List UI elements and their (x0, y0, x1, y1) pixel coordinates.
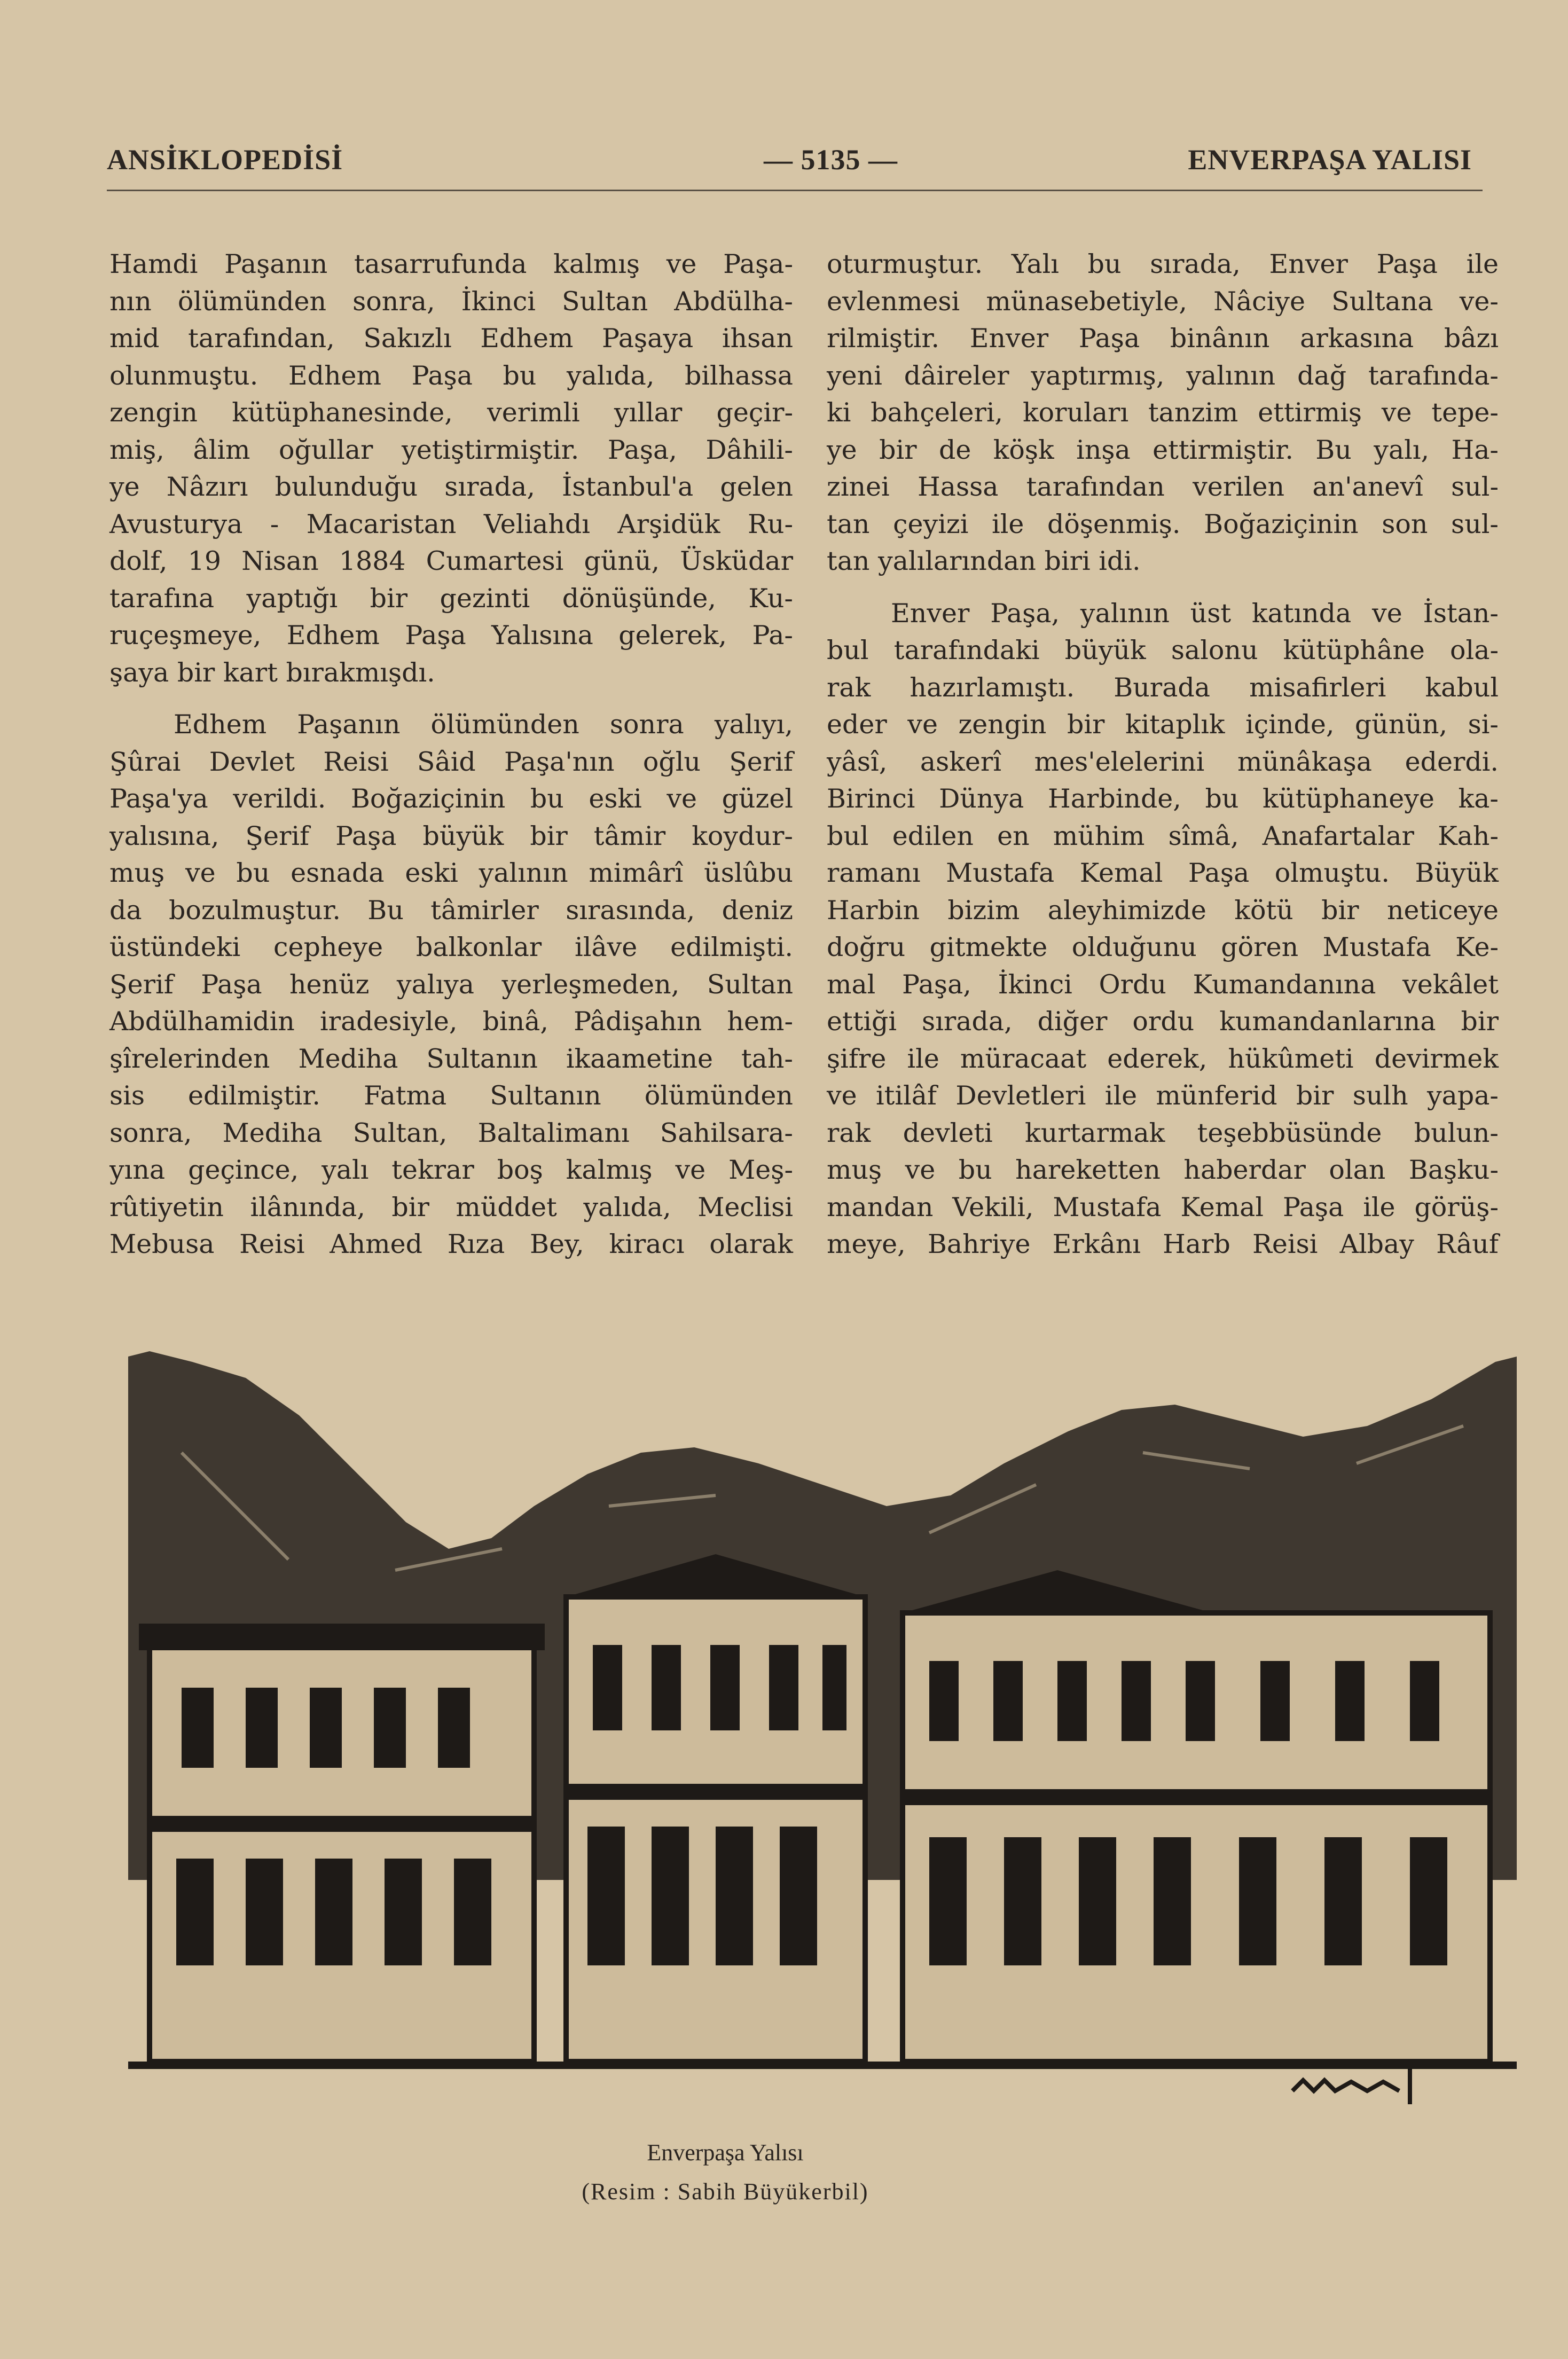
text-line: ki bahçeleri, koruları tanzim ettirmiş ve tepe- (827, 397, 1499, 428)
text-line: üstündeki cepheye balkonlar ilâve edilmişti. (109, 932, 793, 962)
text-line: nın ölümünden sonra, İkinci Sultan Abdülha- (109, 286, 793, 317)
text-line: Şûrai Devlet Reisi Sâid Paşa'nın oğlu Şerif (109, 746, 793, 777)
paragraph-gap (109, 691, 793, 706)
text-line: ye Nâzırı bulunduğu sırada, İstanbul'a gelen (109, 472, 793, 502)
text-line: Avusturya - Macaristan Veliahdı Arşidük Ru- (109, 508, 793, 539)
building-left (139, 1624, 545, 2062)
text-line: mid tarafından, Sakızlı Edhem Paşaya ihsan (109, 323, 793, 354)
text-line: Birinci Dünya Harbinde, bu kütüphaneye ka- (827, 783, 1499, 814)
text-line: mal Paşa, İkinci Ordu Kumandanına vekâlet (827, 969, 1499, 1000)
building-right (903, 1570, 1490, 2062)
text-line: ramanı Mustafa Kemal Paşa olmuştu. Büyük (827, 858, 1499, 888)
page-number: — 5135 — (764, 144, 898, 176)
text-line: mandan Vekili, Mustafa Kemal Paşa ile görüş- (827, 1192, 1499, 1222)
text-line: şaya bir kart bırakmışdı. (109, 657, 435, 688)
text-line: tan yalılarından biri idi. (827, 546, 1141, 576)
illustration-caption-credit: (Resim : Sabih Büyükerbil) (582, 2178, 869, 2205)
quay-line (128, 2062, 1517, 2069)
building-center (566, 1554, 865, 2062)
text-line: rak devleti kurtarmak teşebbüsünde bulun- (827, 1117, 1499, 1148)
text-line: Hamdi Paşanın tasarrufunda kalmış ve Paşa- (109, 249, 793, 279)
text-line: bul edilen en mühim sîmâ, Anafartalar Kah- (827, 820, 1499, 851)
paragraph-gap (827, 580, 1499, 595)
text-line: ettiği sırada, diğer ordu kumandanlarına bir (827, 1006, 1499, 1037)
text-line: zinei Hassa tarafından verilen an'anevî sul- (827, 472, 1499, 502)
yali-illustration (128, 1346, 1517, 2115)
text-line: rûtiyetin ilânında, bir müddet yalıda, Meclisi (109, 1192, 793, 1222)
text-line: eder ve zengin bir kitaplık içinde, günün, si- (827, 709, 1499, 740)
text-line: zengin kütüphanesinde, verimli yıllar geçir- (109, 397, 793, 428)
text-line: tarafına yaptığı bir gezinti dönüşünde, Ku- (109, 583, 793, 614)
right-text-column (827, 246, 1499, 1263)
text-line: tan çeyizi ile döşenmiş. Boğaziçinin son sul- (827, 508, 1499, 539)
text-line: Edhem Paşanın ölümünden sonra yalıyı, (174, 709, 793, 740)
text-line: sis edilmiştir. Fatma Sultanın ölümünden (109, 1080, 793, 1111)
text-line: doğru gitmekte olduğunu gören Mustafa Ke- (827, 932, 1499, 962)
text-line: rilmiştir. Enver Paşa binânın arkasına bâzı (827, 323, 1499, 354)
text-line: yına geçince, yalı tekrar boş kalmış ve Meş- (109, 1155, 793, 1185)
text-line: sonra, Mediha Sultan, Baltalimanı Sahilsara- (109, 1117, 793, 1148)
text-line: rak hazırlamıştı. Burada misafirleri kabul (827, 672, 1499, 703)
text-line: Harbin bizim aleyhimizde kötü bir neticeye (827, 895, 1499, 926)
text-line: şîrelerinden Mediha Sultanın ikaametine tah- (109, 1043, 793, 1074)
text-line: muş ve bu hareketten haberdar olan Başku- (827, 1155, 1499, 1185)
text-line: miş, âlim oğullar yetiştirmiştir. Paşa, Dâhili- (109, 434, 793, 465)
text-line: Paşa'ya verildi. Boğaziçinin bu eski ve güzel (109, 783, 793, 814)
text-line: bul tarafındaki büyük salonu kütüphâne ola- (827, 635, 1499, 665)
text-line: yeni dâireler yaptırmış, yalının dağ tarafında- (827, 360, 1499, 391)
text-line: şifre ile müracaat ederek, hükûmeti devirmek (827, 1043, 1499, 1074)
text-line: meye, Bahriye Erkânı Harb Reisi Albay Râuf (827, 1229, 1499, 1259)
text-line: olunmuştu. Edhem Paşa bu yalıda, bilhassa (109, 360, 793, 391)
text-line: Mebusa Reisi Ahmed Rıza Bey, kiracı olarak (109, 1229, 793, 1259)
text-line: ve itilâf Devletleri ile münferid bir sulh yapa- (827, 1080, 1499, 1111)
header-divider (107, 190, 1483, 191)
header-article-title: ENVERPAŞA YALISI (1188, 144, 1472, 176)
text-line: Şerif Paşa henüz yalıya yerleşmeden, Sultan (109, 969, 793, 1000)
illustration-caption-title: Enverpaşa Yalısı (647, 2139, 804, 2166)
text-line: yalısına, Şerif Paşa büyük bir tâmir koydur- (109, 820, 793, 851)
text-line: oturmuştur. Yalı bu sırada, Enver Paşa ile (827, 249, 1499, 279)
text-line: dolf, 19 Nisan 1884 Cumartesi günü, Üsküdar (109, 546, 793, 576)
text-line: Enver Paşa, yalının üst katında ve İstan- (891, 598, 1499, 629)
text-line: muş ve bu esnada eski yalının mimârî üslûbu (109, 858, 793, 888)
text-line: evlenmesi münasebetiyle, Nâciye Sultana ve- (827, 286, 1499, 317)
text-line: ruçeşmeye, Edhem Paşa Yalısına gelerek, Pa- (109, 620, 793, 651)
text-line: ye bir de köşk inşa ettirmiştir. Bu yalı, Ha- (827, 434, 1499, 465)
header-encyclopedia-title: ANSİKLOPEDİSİ (107, 144, 343, 176)
text-line: da bozulmuştur. Bu tâmirler sırasında, deniz (109, 895, 793, 926)
left-text-column (109, 246, 793, 1263)
text-line: Abdülhamidin iradesiyle, binâ, Pâdişahın hem- (109, 1006, 793, 1037)
text-line: yâsî, askerî mes'elelerini münâkaşa ederdi. (827, 746, 1499, 777)
